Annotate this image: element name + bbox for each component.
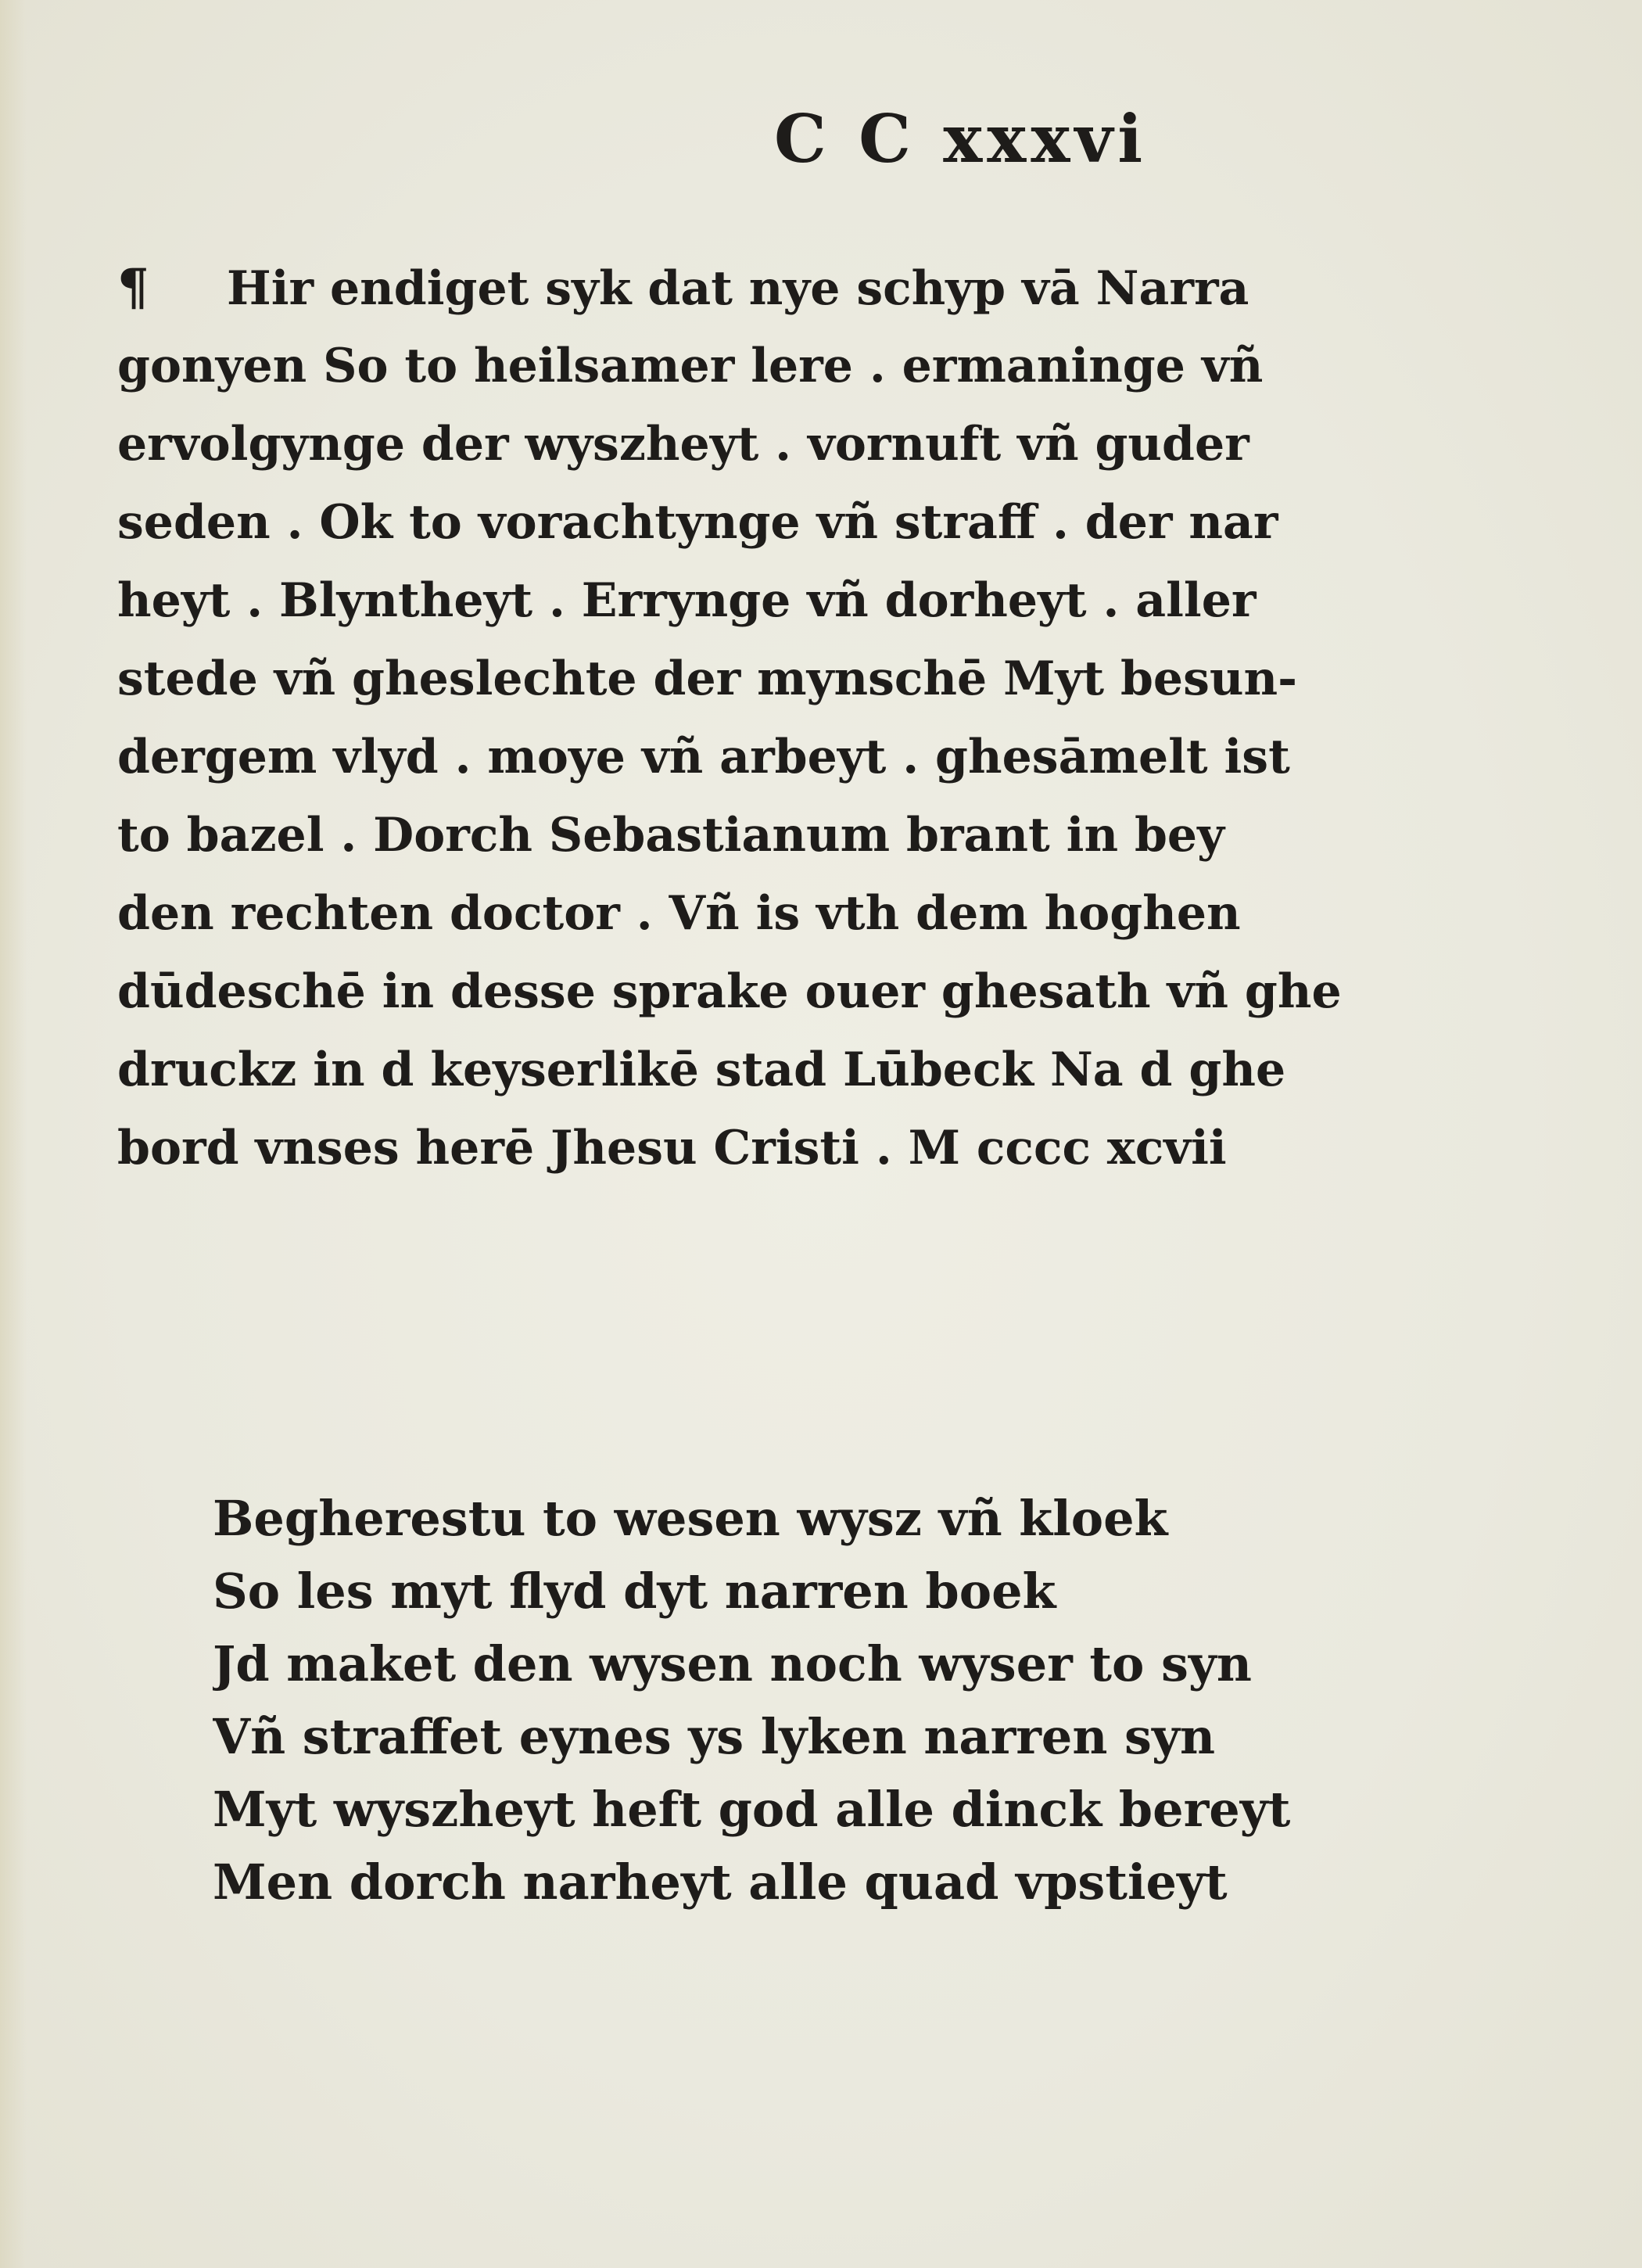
verse-line: So les myt flyd dyt narren boek	[213, 1563, 1056, 1620]
colophon-paragraph	[117, 249, 1493, 1187]
verse-line: Begherestu to wesen wysz vñ kloek	[213, 1490, 1168, 1547]
verse-line: Jd maket den wysen noch wyser to syn	[213, 1635, 1252, 1692]
page-edge-shadow	[0, 0, 27, 2268]
colophon-line: dergem vlyd . moye vñ arbeyt . ghesāmelt ist	[117, 730, 1290, 784]
colophon-line	[117, 249, 1493, 327]
pilcrow-mark: ¶	[117, 258, 149, 317]
verse-line: Myt wyszheyt heft god alle dinck bereyt	[213, 1781, 1291, 1838]
colophon-line: ervolgynge der wyszheyt . vornuft vñ guder	[117, 417, 1249, 472]
colophon-line: seden . Ok to vorachtynge vñ straff . der nar	[117, 495, 1278, 550]
colophon-line-text: Hir endiget syk dat nye schyp vā Narra	[227, 261, 1249, 316]
colophon-line: gonyen So to heilsamer lere . ermaninge vñ	[117, 339, 1264, 393]
colophon-line: den rechten doctor . Vñ is vth dem hoghen	[117, 886, 1241, 941]
colophon-line: to bazel . Dorch Sebastianum brant in bey	[117, 808, 1224, 863]
colophon-line: stede vñ gheslechte der mynschē Myt besun-	[117, 651, 1298, 706]
colophon-line: bord vnses herē Jhesu Cristi . M cccc xcvii	[117, 1121, 1227, 1175]
colophon-line: druckz in d keyserlikē stad Lūbeck Na d ghe	[117, 1042, 1286, 1097]
verse-line: Men dorch narheyt alle quad vpstieyt	[213, 1854, 1228, 1911]
closing-verse	[213, 1482, 1479, 1918]
colophon-line: dūdeschē in desse sprake ouer ghesath vñ ghe	[117, 964, 1342, 1019]
colophon-line: heyt . Blyntheyt . Errynge vñ dorheyt . aller	[117, 573, 1257, 628]
folio-number: C C xxxvi	[774, 100, 1148, 178]
verse-line: Vñ straffet eynes ys lyken narren syn	[213, 1708, 1216, 1765]
